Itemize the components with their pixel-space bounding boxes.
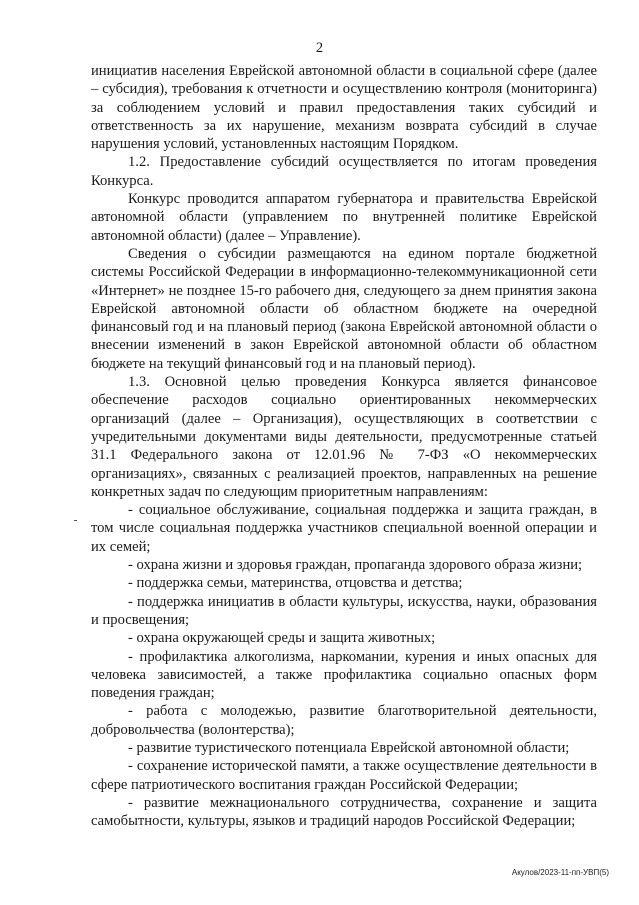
- list-item: - развитие межнационального сотрудничества, сохранение и защита самобытности, культуры, языков и традиций народов Российской Федерации;: [91, 794, 597, 830]
- list-item: - профилактика алкоголизма, наркомании, курения и иных опасных для человека зависимостей, а также профилактика социально опасных форм поведения граждан;: [91, 648, 597, 702]
- paragraph-contest-organizer: Конкурс проводится аппаратом губернатора и правительства Еврейской автономной области (управлением по внутренней политике Еврейской автономной области) (далее – Управление).: [91, 191, 597, 244]
- priority-directions-list: [91, 501, 597, 830]
- list-item: - охрана окружающей среды и защита животных;: [128, 630, 436, 647]
- list-item: - социальное обслуживание, социальная поддержка и защита граждан, в том числе социальная поддержка участников специальной военной операции и их семей;: [91, 502, 597, 555]
- paragraph-1-3: 1.3. Основной целью проведения Конкурса является финансовое обеспечение расходов социально ориентированных некоммерческих организаций (далее – Организация), осуществляющих в соответствии с учредительными документами виды деятельности, предусмотренные статьей 31.1 Федерального закона от 12.01.96 № 7-ФЗ «О некоммерческих организациях», связанных с реализацией проектов, направленных на решение конкретных задач по следующим приоритетным направлениям:: [91, 374, 597, 500]
- paragraph-continuation: инициатив населения Еврейской автономной области в социальной сфере (далее – субсидия), требования к отчетности и осуществлению контроля (мониторинга) за соблюдением условий и правил предоставления таких субсидий и ответственность за их нарушение, механизм возврата субсидий в случае нарушения условий, установленных настоящим Порядком.: [91, 63, 597, 153]
- margin-mark: [74, 520, 77, 521]
- paragraph-subsidy-info: Сведения о субсидии размещаются на едином портале бюджетной системы Российской Федерации в информационно-телекоммуникационной сети «Интернет» не позднее 15-го рабочего дня, следующего за днем принятия закона Еврейской автономной области об областном бюджете на очередной финансовый год и на плановый период (закона Еврейской автономной области о внесении изменений в закон Еврейской автономной области об областном бюджете на текущий финансовый год и на плановый период).: [91, 245, 597, 372]
- document-body: [91, 62, 597, 830]
- list-item: - сохранение исторической памяти, а также осуществление деятельности в сфере патриотического воспитания граждан Российской Федерации;: [91, 758, 597, 793]
- list-item: - работа с молодежью, развитие благотворительной деятельности, добровольчества (волонтерства);: [91, 703, 597, 738]
- paragraph-1-2: 1.2. Предоставление субсидий осуществляется по итогам проведения Конкурса.: [91, 154, 597, 189]
- document-registry-code: Акулов/2023-11-пп-УВП(5): [511, 868, 609, 877]
- list-item: - поддержка инициатив в области культуры, искусства, науки, образования и просвещения;: [91, 593, 597, 628]
- list-item: - поддержка семьи, материнства, отцовства и детства;: [128, 575, 463, 592]
- list-item: - развитие туристического потенциала Еврейской автономной области;: [128, 739, 570, 756]
- list-item: - охрана жизни и здоровья граждан, пропаганда здорового образа жизни;: [128, 557, 583, 574]
- page-number: 2: [315, 40, 324, 56]
